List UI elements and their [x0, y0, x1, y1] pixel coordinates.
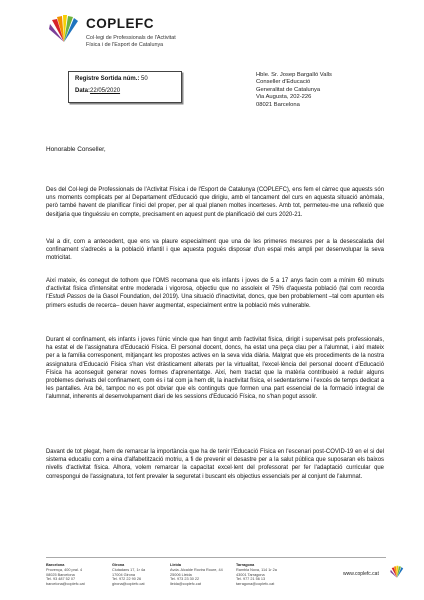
paragraph-2: Val a dir, com a antecedent, que ens va plaure especialment que una de les primeres mesures per a la desescalada del confinament s'adrecés a la població infantil i que aquesta pogués disposar d'un espai més ampli per desenvolupar la seva motricitat.: [46, 239, 384, 262]
recipient-street: Via Augusta, 202-226: [256, 94, 312, 101]
registry-date-label: Data:: [75, 88, 91, 94]
brand-subtitle: Col·legi de Professionals de l'Activitat Física i de l'Esport de Catalunya: [86, 35, 176, 48]
recipient-address: [256, 72, 332, 109]
registry-number: 50: [141, 76, 148, 82]
footer-website[interactable]: www.coplefc.cat: [343, 571, 379, 577]
paragraph-1: Des del Col·legi de Professionals de l'Activitat Física i de l'Esport de Catalunya (COPLEFC), ens fem el càrrec que aquests són uns moments complicats per al Departament d'Educació que dirigiu, amb el tancament del curs en aquesta situació anòmala, però també havent de planificar l'inici del proper, per al qual planen moltes incerteses. Amb tot, permeteu-me una reflexió que desitjaria que tinguéssiu en compte, precisament en aquest punt de planificació del curs 2020-21.: [46, 187, 384, 218]
paragraph-4: Durant el confinament, els infants i joves l'únic vincle que han tingut amb l'activitat física, dirigit i supervisat pels professionals, ha estat el de l'assignatura d'Educació Física. El personal docent, doncs, ha estat una peça clau per a l'alumnat, i així mateix per a la família corresponent, mitjançant les propostes actives en la seva vida diària. Malgrat que els procediments de la nostra assignatura d'Educació Física s'han vist dràsticament alterats per la virtualitat, l'excel·lència del personal docent d'Educació Física ha aconseguit generar noves formes d'aprenentatge. Així, hem tractat que la matèria contribueixi a reduir alguns problemes derivats del confinament, com és i tal com ja hem dit, la inactivitat física, el sedentarisme i l'excés de temps dedicat a les pantalles. Ara bé, tampoc no es pot obviar que els continguts que formen una part essencial de la formació integral de l'alumnat, inherents al desenvolupament diari de les sessions d'Educació Física, no s'han pogut assolir.: [46, 337, 384, 401]
paragraph-3: Així mateix, és conegut de tothom que l'OMS recomana que els infants i joves de 5 a 17 anys facin com a mínim 60 minuts d'activitat física d'intensitat entre moderada i vigorosa, objectiu que no assoleix el 75% d'aquesta població (tal com recorda l'Estudi Passos de la Gasol Foundation, del 2019). Una situació d'inactivitat, doncs, que ben probablement –tal com apunten els primers estudis de recerca– deuen haver augmentat, especialment entre la població més vulnerable.: [46, 278, 384, 309]
coplefc-logo-icon: [46, 14, 82, 44]
footer-logo-icon: [389, 565, 405, 579]
footer-divider: [46, 557, 386, 558]
recipient-org: Generalitat de Catalunya: [256, 86, 321, 93]
registry-date: 22/05/2020: [90, 88, 121, 94]
footer-office-barcelona: Barcelona Provença, 400 pral. 4 08025 Barcelona Tel. 93 487 52 07 barcelona@coplefc.cat: [46, 563, 85, 587]
letter-greeting: Honorable Conseller,: [46, 146, 106, 153]
footer-office-girona: Girona Ciutadans 17, 1r 4a 17004 Girona Tel. 972 22 90 26 girona@coplefc.cat: [112, 563, 146, 587]
registry-date-line: [75, 88, 120, 94]
recipient-name: Hble. Sr. Josep Bargalló Valls: [256, 72, 332, 78]
footer-office-lleida: Lleida Avda. Alcalde Rovira Roure, 44 25006 Lleida Tel. 973 23 30 22 lleida@coplefc.cat: [170, 563, 223, 587]
header-logo: [46, 10, 246, 56]
recipient-city: 08021 Barcelona: [256, 101, 300, 108]
registry-box: [68, 71, 182, 103]
footer-office-tarragona: Tarragona Rambla Nova, 114 1r 2a 43001 Tarragona Tel. 977 21 56 13 tarragona@coplefc.cat: [236, 563, 277, 587]
study-title: Estudi Passos: [48, 294, 87, 301]
brand-name: COPLEFC: [86, 16, 155, 31]
registry-number-line: [75, 76, 148, 82]
registry-number-label: Registre Sortida núm.:: [75, 76, 140, 82]
recipient-title: Conseller d'Educació: [256, 79, 311, 86]
paragraph-5: Davant de tot plegat, hem de remarcar la importància que ha de tenir l'Educació Física en l'escenari post-COVID-19 en el si del sistema educatiu com a eina d'alfabetització motriu, a fi de prevenir el desastre per a la salut pública que suposaran els baixos nivells d'activitat física. Alhora, volem remarcar la capacitat excel·lent del professorat per fer l'adaptació curricular que correspongui de l'assignatura, tot fent prevaler la seguretat i buscant els objectius essencials per al conjunt de l'alumnat.: [46, 449, 384, 480]
